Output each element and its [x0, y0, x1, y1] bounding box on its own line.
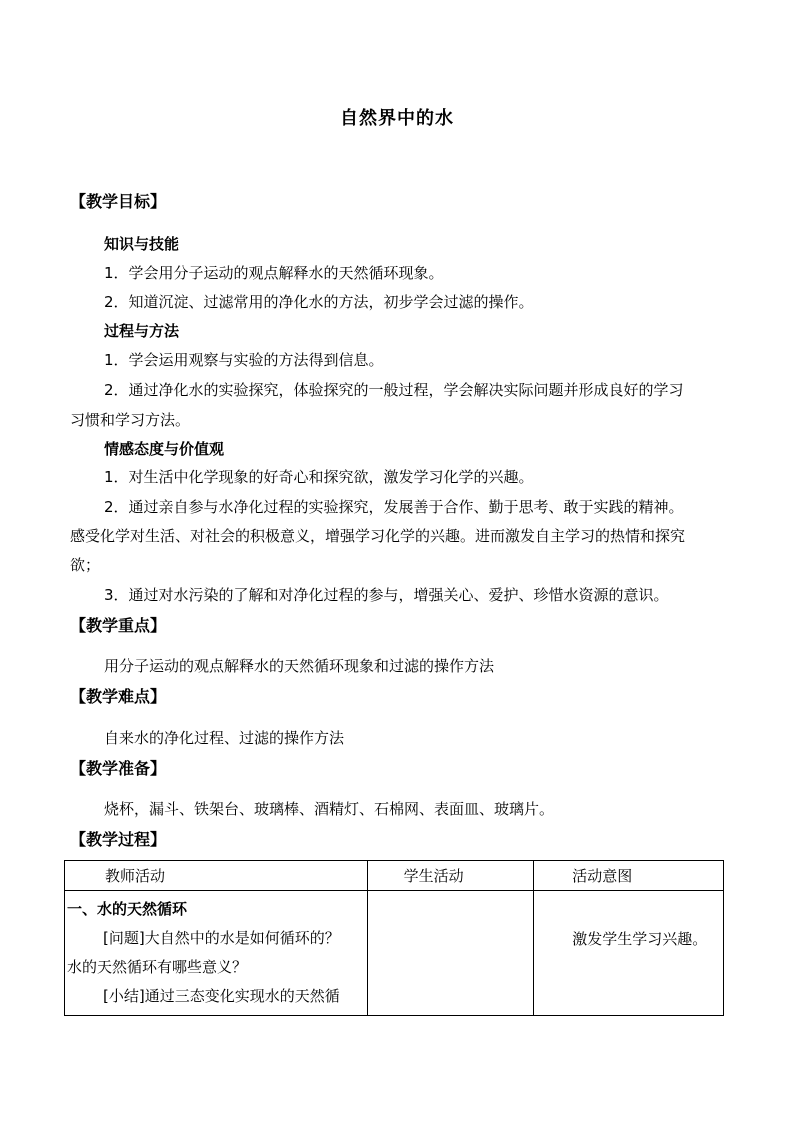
paragraph-e3: 3．通过对水污染的了解和对净化过程的参与，增强关心、爱护、珍惜水资源的意识。 [104, 586, 669, 604]
teacher-question-line1: [问题]大自然中的水是如何循环的？ [103, 929, 340, 947]
teacher-question-line2: 水的天然循环有哪些意义？ [67, 958, 248, 976]
table-row [65, 891, 724, 1016]
paragraph-key-points: 用分子运动的观点解释水的天然循环现象和过滤的操作方法 [104, 657, 495, 675]
paragraph-preparation: 烧杯，漏斗、铁架台、玻璃棒、酒精灯、石棉网、表面皿、玻璃片。 [104, 800, 555, 818]
header-student-label: 学生活动 [403, 867, 464, 885]
paragraph-p2-line2: 习惯和学习方法。 [70, 411, 191, 429]
teacher-summary: [小结]通过三态变化实现水的天然循 [103, 987, 340, 1005]
paragraph-k2: 2．知道沉淀、过滤常用的净化水的方法，初步学会过滤的操作。 [104, 293, 534, 311]
document-title: 自然界中的水 [340, 108, 454, 129]
paragraph-p1: 1．学会运用观察与实验的方法得到信息。 [104, 351, 384, 369]
header-intent-label: 活动意图 [572, 867, 633, 885]
header-activity-intent [534, 861, 724, 891]
table-header-row [65, 861, 724, 891]
heading-key-points: 【教学重点】 [70, 616, 167, 635]
paragraph-difficulties: 自来水的净化过程、过滤的操作方法 [104, 729, 345, 747]
teaching-process-table [64, 860, 724, 1016]
paragraph-p2-line1: 2．通过净化水的实验探究，体验探究的一般过程，学会解决实际问题并形成良好的学习 [104, 381, 684, 399]
teacher-section-heading: 一、水的天然循环 [67, 900, 188, 918]
paragraph-e2-line3: 欲； [70, 556, 101, 574]
paragraph-k1: 1．学会用分子运动的观点解释水的天然循环现象。 [104, 264, 444, 282]
heading-difficulties: 【教学难点】 [70, 687, 167, 706]
paragraph-e2-line2: 感受化学对生活、对社会的积极意义，增强学习化学的兴趣。进而激发自主学习的热情和探究 [70, 527, 686, 545]
cell-activity-intent [534, 891, 724, 1016]
cell-teacher-activity [65, 891, 368, 1016]
heading-preparation: 【教学准备】 [70, 759, 167, 778]
cell-student-activity [367, 891, 534, 1016]
header-teacher-activity [65, 861, 368, 891]
paragraph-e1: 1．对生活中化学现象的好奇心和探究欲，激发学习化学的兴趣。 [104, 468, 534, 486]
header-teacher-label: 教师活动 [105, 867, 166, 885]
intent-text: 激发学生学习兴趣。 [572, 930, 708, 948]
subheading-emotion: 情感态度与价值观 [104, 440, 225, 458]
heading-objectives: 【教学目标】 [70, 192, 167, 211]
heading-teaching-process: 【教学过程】 [70, 830, 167, 849]
header-student-activity [367, 861, 534, 891]
paragraph-e2-line1: 2．通过亲自参与水净化过程的实验探究，发展善于合作、勤于思考、敢于实践的精神。 [104, 498, 684, 516]
subheading-process: 过程与方法 [104, 322, 180, 340]
subheading-knowledge: 知识与技能 [104, 235, 180, 253]
